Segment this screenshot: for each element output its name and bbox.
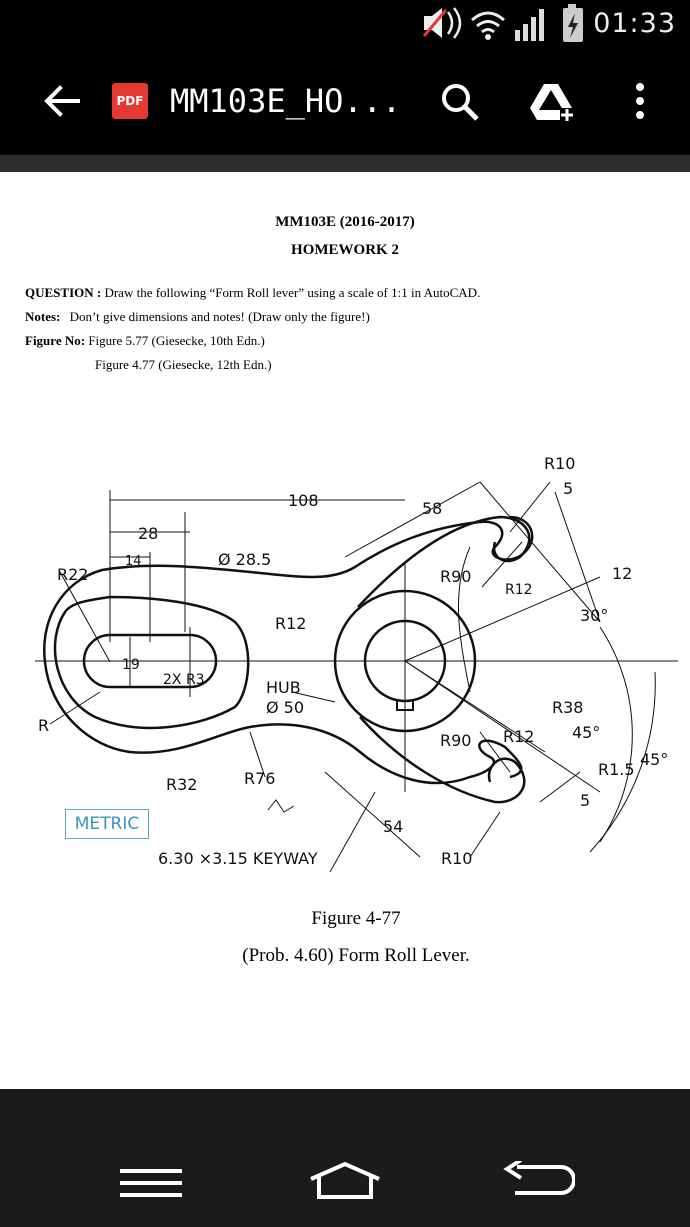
dim-r10-bottom: R10 — [441, 849, 473, 868]
back-icon[interactable] — [503, 1161, 575, 1201]
wifi-icon — [472, 13, 504, 40]
dim-r12-slot: R12 — [275, 614, 307, 633]
dim-58: 58 — [422, 499, 443, 518]
notes-label: Notes: — [25, 309, 61, 324]
metric-label: METRIC — [65, 809, 149, 839]
dim-12: 12 — [612, 564, 633, 583]
status-bar — [0, 0, 690, 47]
dim-r-left: R — [38, 716, 50, 735]
dim-5-bottom: 5 — [580, 791, 591, 810]
notes-text: Don’t give dimensions and notes! (Draw only the figure!) — [69, 309, 370, 324]
clock: 01:33 — [593, 8, 676, 39]
course-header: MM103E (2016-2017) — [275, 214, 415, 230]
dim-r38: R38 — [552, 698, 584, 717]
dim-r90-bottom: R90 — [440, 731, 472, 750]
keyway-note: 6.30 ×3.15 KEYWAY — [158, 849, 318, 868]
dim-r90-top: R90 — [440, 567, 472, 586]
dim-r12-arm-top: R12 — [505, 582, 533, 598]
status-icons — [0, 0, 690, 47]
hub-diameter: Ø 50 — [266, 698, 305, 717]
dim-dia-28-5: Ø 28.5 — [218, 550, 272, 569]
figure-ref-1: Figure 5.77 (Giesecke, 10th Edn.) — [88, 333, 265, 348]
back-arrow-icon[interactable] — [38, 77, 86, 125]
dim-14: 14 — [125, 554, 142, 569]
drive-add-icon[interactable] — [528, 80, 576, 124]
figure-caption: Figure 4-77 — [311, 908, 401, 929]
dim-r12-arm-bottom: R12 — [503, 727, 535, 746]
system-nav-bar — [0, 1089, 690, 1227]
dim-108: 108 — [288, 491, 319, 510]
dim-19: 19 — [122, 657, 140, 673]
dim-28: 28 — [138, 524, 159, 543]
dim-r22: R22 — [57, 565, 89, 584]
pdf-icon: PDF — [112, 83, 148, 119]
question-text: Draw the following “Form Roll lever” using a scale of 1:1 in AutoCAD. — [104, 285, 481, 300]
dim-r32: R32 — [166, 775, 198, 794]
search-icon[interactable] — [438, 80, 482, 124]
dim-5-top: 5 — [563, 479, 574, 498]
dim-45-deg-mid: 45° — [572, 723, 601, 742]
homework-title: HOMEWORK 2 — [291, 242, 399, 258]
toolbar-shadow — [0, 155, 690, 172]
dim-45-deg-right: 45° — [640, 750, 669, 769]
document-title: MM103E_HO... — [170, 82, 402, 120]
figure-subcaption: (Prob. 4.60) Form Roll Lever. — [242, 945, 470, 966]
dim-30-deg: 30° — [580, 606, 609, 625]
battery-charging-icon — [563, 4, 583, 42]
question-label: QUESTION : — [25, 285, 102, 300]
figure-ref-2: Figure 4.77 (Giesecke, 12th Edn.) — [95, 357, 272, 372]
menu-icon[interactable] — [120, 1167, 182, 1199]
dim-r1-5: R1.5 — [598, 760, 635, 779]
volume-muted-icon — [424, 8, 460, 38]
dim-r76: R76 — [244, 769, 276, 788]
hub-label: HUB — [266, 678, 301, 697]
overflow-menu-icon[interactable] — [628, 80, 652, 124]
figure-label: Figure No: — [25, 333, 86, 348]
signal-icon — [515, 9, 544, 41]
pdf-page[interactable] — [0, 172, 690, 1089]
dim-r10-top: R10 — [544, 454, 576, 473]
dim-54: 54 — [383, 817, 404, 836]
home-icon[interactable] — [307, 1161, 383, 1201]
dim-2x-r3: 2X R3 — [163, 672, 205, 688]
